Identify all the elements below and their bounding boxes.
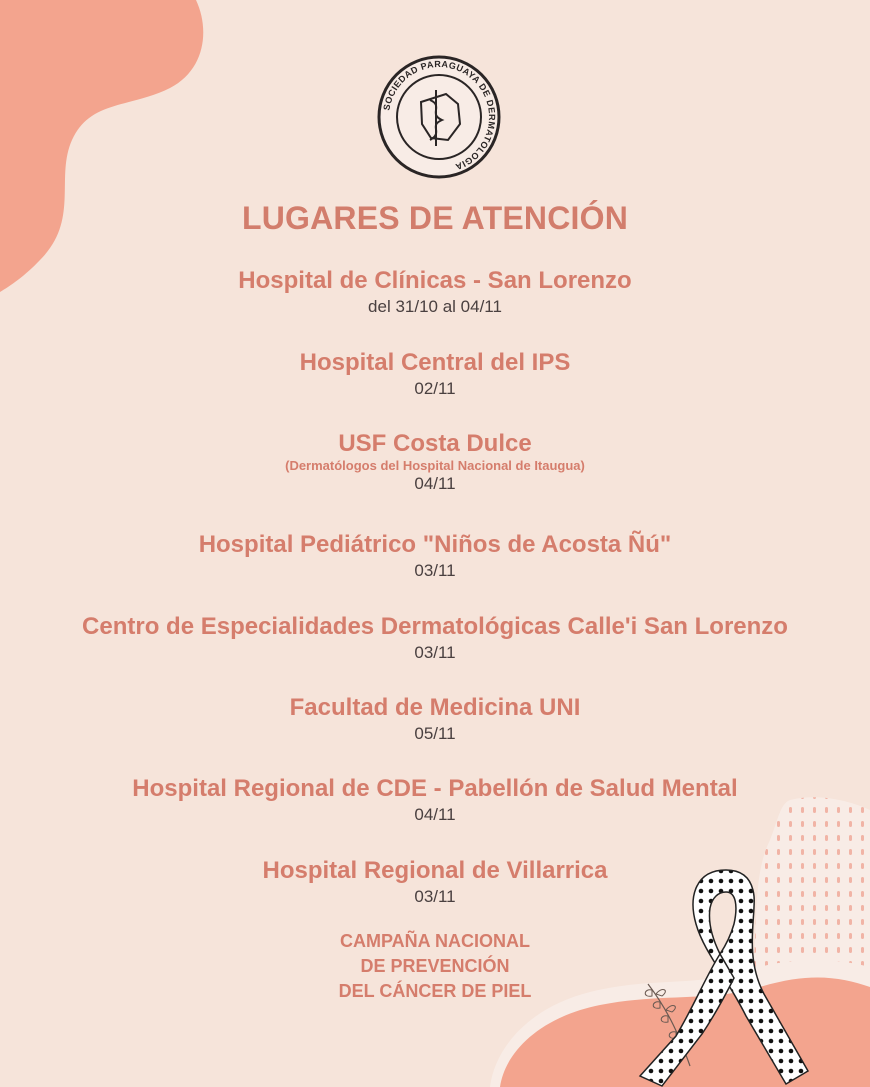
- page-title: LUGARES DE ATENCIÓN: [241, 200, 629, 236]
- location-name: Centro de Especialidades Dermatológicas Calle'i San Lorenzo: [82, 613, 788, 640]
- campaign-line-3: DEL CÁNCER DE PIEL: [338, 981, 532, 1001]
- location-item: [0, 612, 870, 664]
- location-date: 04/11: [414, 474, 456, 493]
- location-name: Hospital Regional de Villarrica: [262, 857, 608, 884]
- location-date: 03/11: [414, 643, 456, 662]
- top-left-blob: [0, 0, 210, 300]
- location-name: Hospital Regional de CDE - Pabellón de Salud Mental: [132, 775, 738, 802]
- location-date: 03/11: [414, 561, 456, 580]
- location-item: [0, 530, 870, 582]
- location-date: 03/11: [414, 887, 456, 906]
- location-date: 05/11: [414, 724, 456, 743]
- location-item: [0, 429, 870, 495]
- location-note: (Dermatólogos del Hospital Nacional de Itaugua): [285, 458, 585, 473]
- dermatology-society-logo: [376, 54, 502, 180]
- campaign-line-2: DE PREVENCIÓN: [360, 956, 510, 976]
- location-name: USF Costa Dulce: [338, 430, 532, 457]
- svg-text:SOCIEDAD PARAGUAYA DE DERMATOL: SOCIEDAD PARAGUAYA DE DERMATOLOGIA: [381, 58, 498, 173]
- campaign-text: [300, 929, 570, 1004]
- location-item: [0, 348, 870, 400]
- location-item: [0, 266, 870, 318]
- location-name: Hospital Pediátrico "Niños de Acosta Ñú": [198, 531, 672, 558]
- location-date: del 31/10 al 04/11: [368, 297, 502, 316]
- location-name: Hospital de Clínicas - San Lorenzo: [238, 267, 632, 294]
- location-item: [0, 693, 870, 745]
- location-date: 02/11: [414, 379, 456, 398]
- location-date: 04/11: [414, 805, 456, 824]
- location-name: Hospital Central del IPS: [299, 349, 571, 376]
- awareness-ribbon-icon: [636, 866, 816, 1087]
- location-name: Facultad de Medicina UNI: [289, 694, 581, 721]
- campaign-line-1: CAMPAÑA NACIONAL: [340, 931, 530, 951]
- location-item: [0, 774, 870, 826]
